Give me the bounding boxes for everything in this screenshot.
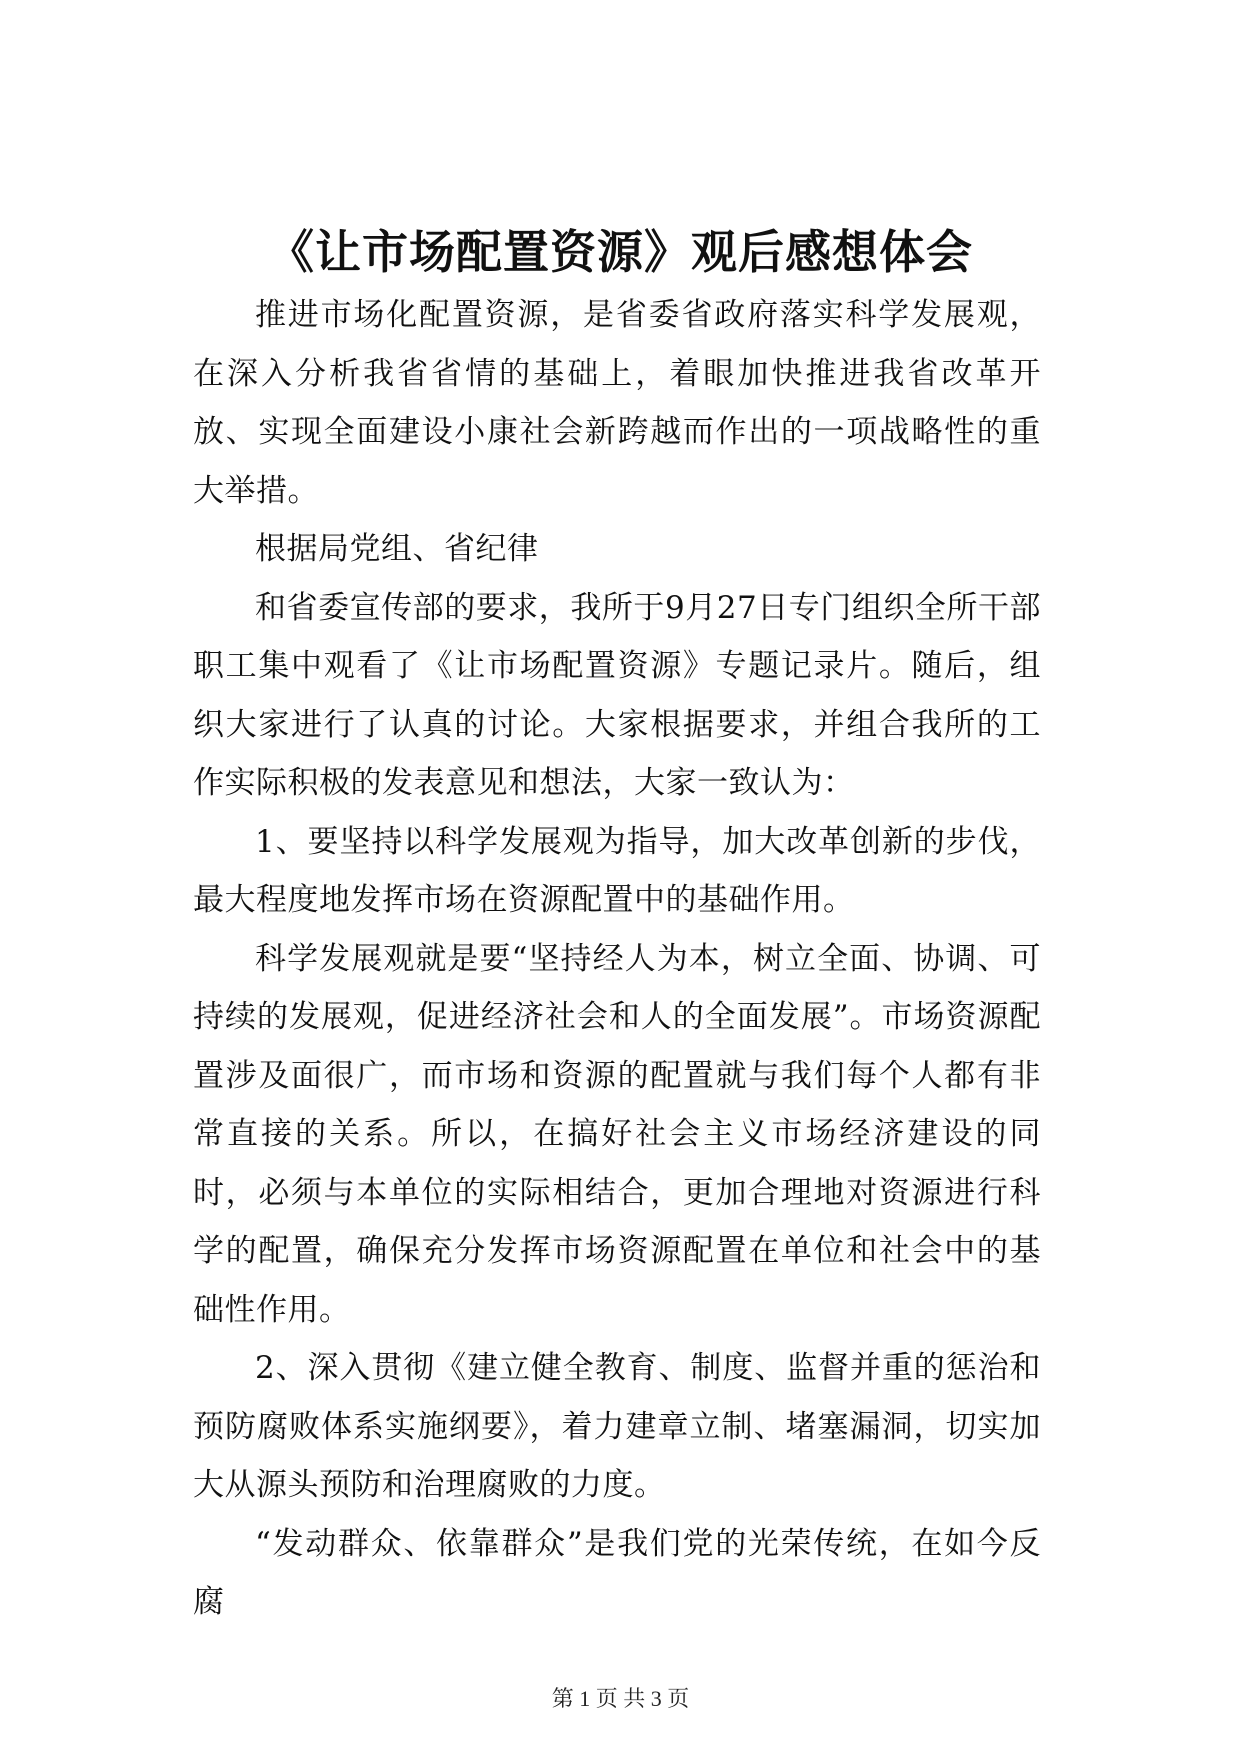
- paragraph: 根据局党组、省纪律: [255, 531, 539, 567]
- page-title: 《让市场配置资源》观后感想体会: [268, 225, 973, 279]
- paragraph: 科学发展观就是要“坚持经人为本，树立全面、协调、可持续的发展观，促进经济社会和人的全面发展”。市场资源配置涉及面很广，而市场和资源的配置就与我们每个人都有非常直接的关系。所以，在搞好社会主义市场经济建设的同时，必须与本单位的实际相结合，更加合理地对资源进行科学的配置，确保充分发挥市场资源配置在单位和社会中的基础性作用。: [193, 940, 1041, 1328]
- paragraph: 推进市场化配置资源，是省委省政府落实科学发展观，在深入分析我省省情的基础上，着眼加快推进我省改革开放、实现全面建设小康社会新跨越而作出的一项战略性的重大举措。: [193, 297, 1041, 509]
- document-body: [0, 286, 1241, 1632]
- paragraph: “发动群众、依靠群众”是我们党的光荣传统，在如今反腐: [193, 1525, 1041, 1620]
- paragraph: 和省委宣传部的要求，我所于9月27日专门组织全所干部职工集中观看了《让市场配置资源》专题记录片。随后，组织大家进行了认真的讨论。大家根据要求，并组合我所的工作实际积极的发表意见和想法，大家一致认为：: [193, 589, 1041, 801]
- page-number: 第 1 页 共 3 页: [551, 1686, 690, 1711]
- paragraph: 2、深入贯彻《建立健全教育、制度、监督并重的惩治和预防腐败体系实施纲要》，着力建章立制、堵塞漏洞，切实加大从源头预防和治理腐败的力度。: [193, 1350, 1041, 1503]
- paragraph: 1、要坚持以科学发展观为指导，加大改革创新的步伐，最大程度地发挥市场在资源配置中的基础作用。: [193, 823, 1041, 918]
